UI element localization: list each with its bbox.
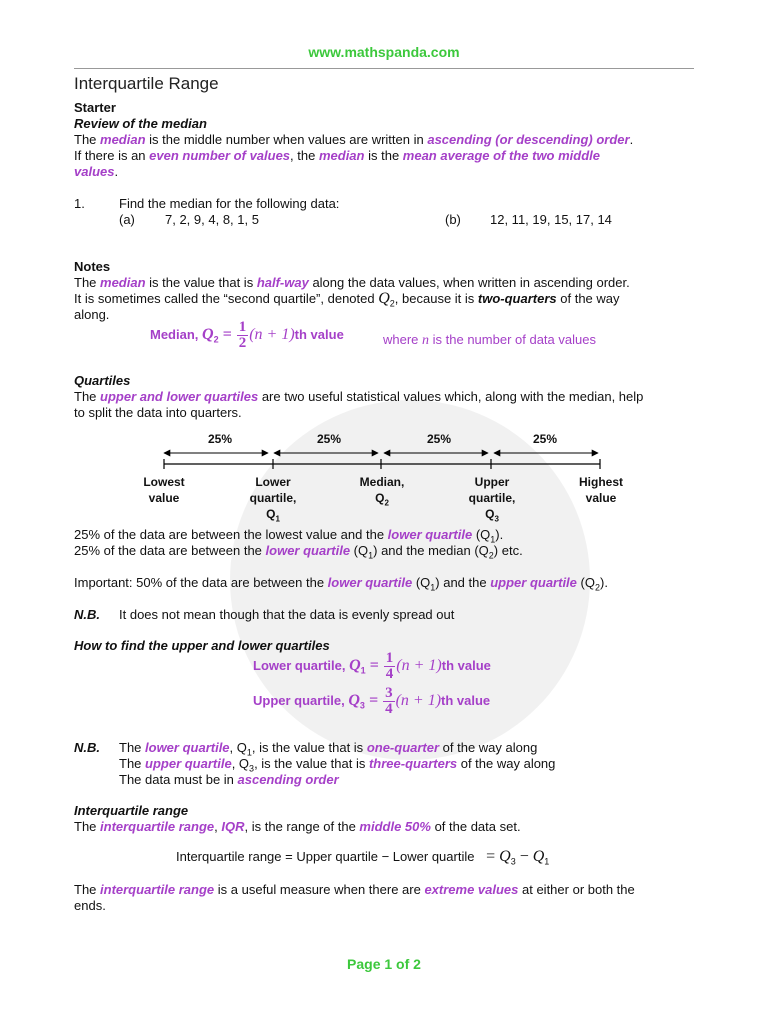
quartiles-line-1: The upper and lower quartiles are two useful statistical values which, along with the median, help (74, 389, 644, 404)
median-formula: Median, $Q_2$ = $\frac{1}{2}$ (n + 1)th value (150, 319, 344, 351)
header-rule (74, 68, 694, 69)
part-a-data: 7, 2, 9, 4, 8, 1, 5 (165, 212, 259, 227)
label-highest: Highest value (578, 475, 623, 505)
iqr-heading: Interquartile range (74, 803, 189, 818)
question-text: Find the median for the following data: (119, 196, 340, 211)
site-link[interactable]: www.mathspanda.com (308, 44, 460, 60)
quartiles-statement-1: 25% of the data are between the lowest value and the lower quartile $(Q_1)$. (74, 527, 504, 545)
quartiles-important: Important: 50% of the data are between the lower quartile $(Q_1)$ and the upper quartile $(Q_2)$. (74, 575, 608, 593)
starter-line-3: values. (74, 164, 119, 179)
notes-line-1: The median is the value that is half-way along the data values, when written in ascending order. (74, 275, 630, 290)
starter-line-1: The median is the middle number when values are written in ascending (or descending) order. (74, 132, 634, 147)
iqr-line-3: ends. (74, 898, 106, 913)
label-median: Median, $Q_2$ (359, 475, 405, 508)
pct-label-1: 25% (207, 432, 233, 446)
label-lower-quartile: Lower quartile, $Q_1$ (249, 475, 297, 524)
howto-heading: How to find the upper and lower quartiles (74, 638, 330, 653)
pct-label-2: 25% (316, 432, 342, 446)
median-formula-note: where n is the number of data values (383, 332, 596, 348)
page-title: Interquartile Range (74, 74, 219, 93)
quartiles-heading: Quartiles (74, 373, 131, 388)
nb-line-3: The data must be in ascending order (119, 772, 339, 787)
pct-label-4: 25% (532, 432, 558, 446)
nb-label-2: N.B. (74, 740, 100, 755)
notes-line-2: It is sometimes called the “second quartile”, denoted $Q_2$, because it is two-quarters of the way (74, 290, 620, 309)
notes-heading: Notes (74, 259, 111, 274)
iqr-line-1: The interquartile range, IQR, is the range of the middle 50% of the data set. (74, 819, 521, 834)
nb-text-1: It does not mean though that the data is evenly spread out (119, 607, 455, 622)
part-a-label: (a) (119, 212, 135, 227)
starter-heading: Starter (74, 100, 116, 115)
notes-line-3: along. (74, 307, 110, 322)
starter-subheading: Review of the median (74, 116, 207, 131)
iqr-line-2: The interquartile range is a useful measure when there are extreme values at either or both the (74, 882, 635, 897)
page-number: Page 1 of 2 (347, 956, 421, 972)
nb-label-1: N.B. (74, 607, 100, 622)
starter-line-2: If there is an even number of values, the median is the mean average of the two middle (74, 148, 600, 163)
label-lowest: Lowest value (143, 475, 185, 505)
quartiles-line-2: to split the data into quarters. (74, 405, 242, 420)
part-b-label: (b) (445, 212, 461, 227)
nb-line-2: The upper quartile, $Q_3$, is the value that is three-quarters of the way along (119, 756, 556, 774)
iqr-formula: Interquartile range = Upper quartile − Lower quartile = $Q_3 - Q_1$ (176, 848, 550, 867)
quartiles-statement-2: 25% of the data are between the lower quartile $(Q_1)$ and the median $(Q_2)$ etc. (74, 543, 523, 561)
nb-line-1: The lower quartile, $Q_1$, is the value that is one-quarter of the way along (119, 740, 538, 758)
lower-quartile-formula: Lower quartile, $Q_1$ = $\frac{1}{4}$ (n + 1)th value (253, 650, 491, 682)
upper-quartile-formula: Upper quartile, $Q_3$ = $\frac{3}{4}$ (n + 1)th value (253, 685, 491, 717)
part-b-data: 12, 11, 19, 15, 17, 14 (490, 212, 612, 227)
pct-label-3: 25% (426, 432, 452, 446)
question-number: 1. (74, 196, 85, 211)
label-upper-quartile: Upper quartile, $Q_3$ (468, 475, 516, 524)
